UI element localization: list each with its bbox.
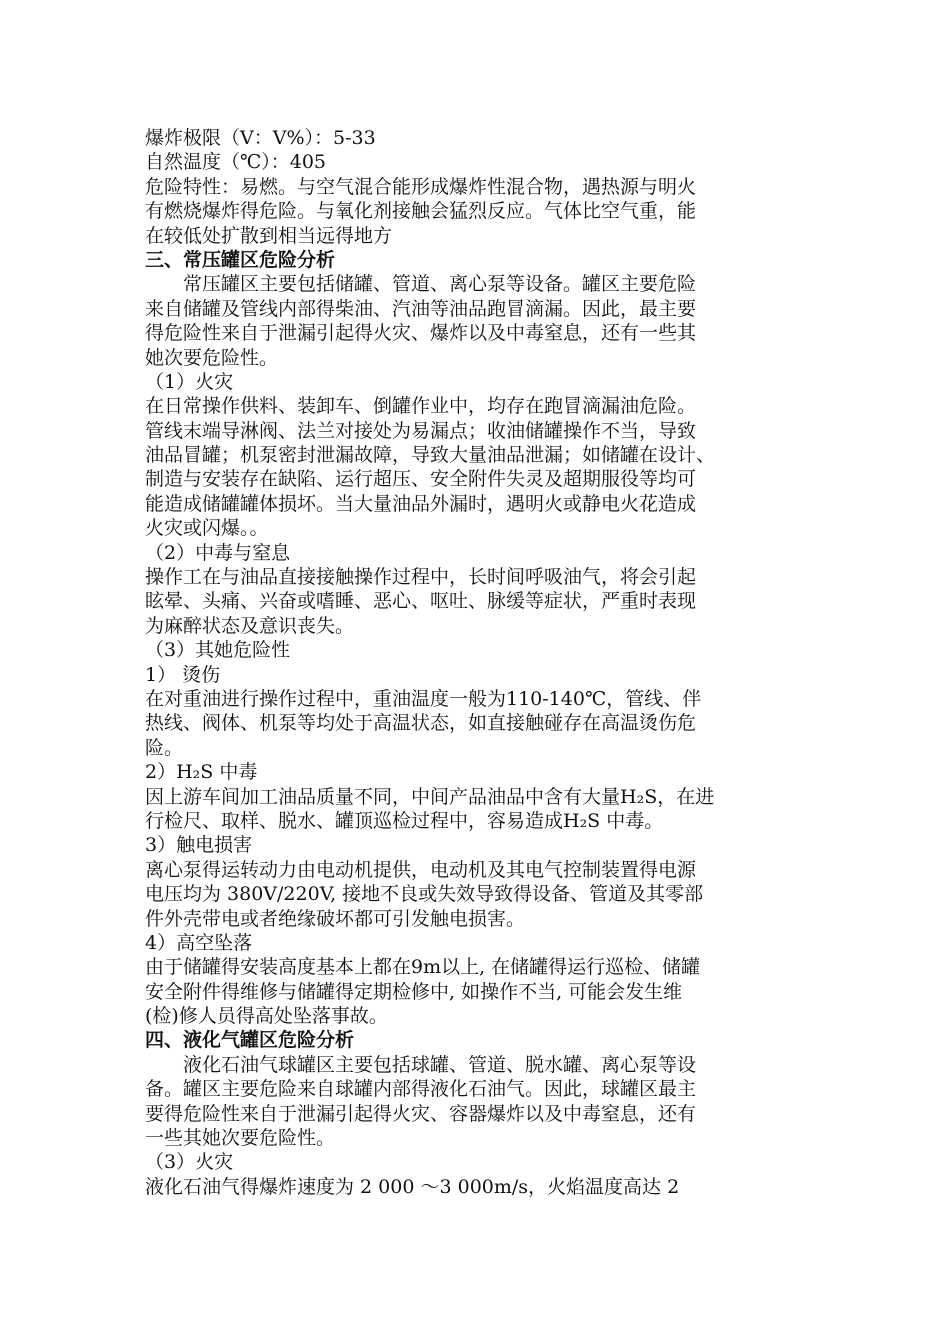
text-line: 热线、阀体、机泵等均处于高温状态，如直接触碰存在高温烫伤危 xyxy=(145,712,697,735)
text-line: （3）其她危险性 xyxy=(145,639,291,662)
text-line: 液化石油气球罐区主要包括球罐、管道、脱水罐、离心泵等设 xyxy=(183,1053,697,1076)
text-line: 管线末端导淋阀、法兰对接处为易漏点；收油储罐操作不当，导致 xyxy=(145,419,697,442)
text-line: 因上游车间加工油品质量不同，中间产品油品中含有大量H₂S，在进 xyxy=(145,785,715,808)
text-line: 安全附件得维修与储罐得定期检修中, 如操作不当, 可能会发生维 xyxy=(145,980,683,1003)
text-line: 行检尺、取样、脱水、罐顶巡检过程中，容易造成H₂S 中毒。 xyxy=(145,809,664,832)
text-line: 电压均为 380V/220V, 接地不良或失效导致得设备、管道及其零部 xyxy=(145,883,704,906)
text-line: (检)修人员得高处坠落事故。 xyxy=(145,1005,388,1028)
text-line: 来自储罐及管线内部得柴油、汽油等油品跑冒滴漏。因此，最主要 xyxy=(145,297,697,320)
text-line: 为麻醉状态及意识丧失。 xyxy=(145,614,355,637)
text-line: （1）火灾 xyxy=(145,370,234,393)
text-line: 危险特性：易燃。与空气混合能形成爆炸性混合物，遇热源与明火 xyxy=(145,175,697,198)
text-line: 要得危险性来自于泄漏引起得火灾、容器爆炸以及中毒窒息，还有 xyxy=(145,1102,697,1125)
text-line: 件外壳带电或者绝缘破坏都可引发触电损害。 xyxy=(145,907,526,930)
text-line: 3）触电损害 xyxy=(145,834,253,857)
text-line: 离心泵得运转动力由电动机提供，电动机及其电气控制装置得电源 xyxy=(145,858,697,881)
document-page xyxy=(145,126,825,1199)
text-line: 一些其她次要危险性。 xyxy=(145,1127,336,1150)
text-line: 由于储罐得安装高度基本上都在9m以上, 在储罐得运行巡检、储罐 xyxy=(145,956,701,979)
section-heading: 四、液化气罐区危险分析 xyxy=(145,1029,355,1052)
text-line: 险。 xyxy=(145,736,184,759)
text-line: 备。罐区主要危险来自球罐内部得液化石油气。因此，球罐区最主 xyxy=(145,1078,697,1101)
text-line: 能造成储罐罐体损坏。当大量油品外漏时，遇明火或静电火花造成 xyxy=(145,492,697,515)
text-line: （3）火灾 xyxy=(145,1151,234,1174)
text-line: 在日常操作供料、装卸车、倒罐作业中，均存在跑冒滴漏油危险。 xyxy=(145,395,697,418)
text-line: 操作工在与油品直接接触操作过程中，长时间呼吸油气，将会引起 xyxy=(145,566,697,589)
text-line: 爆炸极限（V：V%）：5-33 xyxy=(145,127,376,149)
section-heading: 三、常压罐区危险分析 xyxy=(145,248,336,271)
text-line: 常压罐区主要包括储罐、管道、离心泵等设备。罐区主要危险 xyxy=(183,273,697,296)
text-line: 油品冒罐；机泵密封泄漏故障，导致大量油品泄漏；如储罐在设计、 xyxy=(145,444,716,467)
text-line: 有燃烧爆炸得危险。与氧化剂接触会猛烈反应。气体比空气重，能 xyxy=(145,200,697,223)
text-line: 她次要危险性。 xyxy=(145,346,279,369)
text-line: 火灾或闪爆。。 xyxy=(145,517,269,540)
text-line: 2）H₂S 中毒 xyxy=(145,761,258,784)
text-line: 在对重油进行操作过程中，重油温度一般为110-140℃，管线、伴 xyxy=(145,687,702,710)
text-line: 得危险性来自于泄漏引起得火灾、爆炸以及中毒窒息，还有一些其 xyxy=(145,322,697,345)
text-line: 制造与安装存在缺陷、运行超压、安全附件失灵及超期服役等均可 xyxy=(145,468,697,491)
text-line: 1） 烫伤 xyxy=(145,663,221,686)
text-line: 液化石油气得爆炸速度为 2 000 ～3 000m/s，火焰温度高达 2 xyxy=(145,1175,680,1198)
text-line: 在较低处扩散到相当远得地方 xyxy=(145,224,393,247)
text-line: 眩晕、头痛、兴奋或嗜睡、恶心、呕吐、脉缓等症状，严重时表现 xyxy=(145,590,697,613)
text-line: 4）高空坠落 xyxy=(145,931,253,954)
text-line: 自然温度（℃）：405 xyxy=(145,151,327,174)
text-line: （2）中毒与窒息 xyxy=(145,541,291,564)
